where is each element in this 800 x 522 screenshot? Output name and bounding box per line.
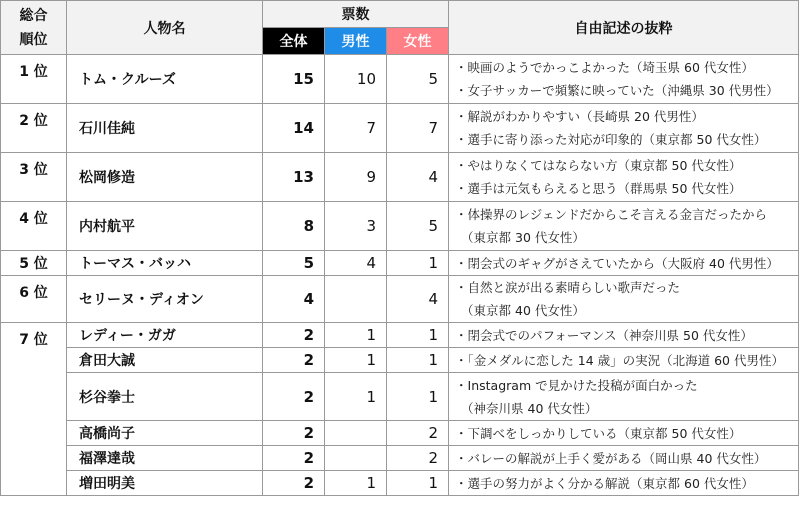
vote-total: 2 [263,421,325,446]
comment-line: ・体操界のレジェンドだからこそ言える金言だったから [455,207,767,222]
rank-cell: 7 位 [1,323,67,496]
comment-line: ・下調べをしっかりしている（東京都 50 代女性） [455,425,742,441]
vote-female: 4 [387,153,449,202]
vote-female: 1 [387,323,449,348]
table-row [1,446,799,471]
vote-female: 5 [387,202,449,251]
vote-total: 8 [263,202,325,251]
comment-cell [449,104,799,153]
rank-cell: 5 位 [1,251,67,276]
comment-cell [449,251,799,276]
comment-line: ・解説がわかりやすい（長崎県 20 代男性） [455,109,704,124]
rank-cell: 6 位 [1,276,67,323]
vote-male: 4 [325,251,387,276]
rank-cell: 2 位 [1,104,67,153]
vote-male: 10 [325,55,387,104]
table-row [1,153,799,202]
comment-line: （東京都 40 代女性） [461,303,585,318]
vote-total: 13 [263,153,325,202]
comment-line: ・選手に寄り添った対応が印象的（東京都 50 代女性） [455,132,767,147]
vote-total: 2 [263,348,325,373]
vote-male: 9 [325,153,387,202]
rank-cell: 4 位 [1,202,67,251]
comment-cell [449,323,799,348]
vote-female: 4 [387,276,449,323]
table-row [1,373,799,421]
header-votes: 票数 [263,1,449,28]
comment-cell [449,153,799,202]
person-name: レディー・ガガ [67,323,263,348]
vote-female: 2 [387,446,449,471]
vote-male: 1 [325,373,387,421]
comment-line: ・「金メダルに恋した 14 歳」の実況（北海道 60 代男性） [455,352,784,368]
vote-male: 1 [325,348,387,373]
table-row [1,55,799,104]
vote-total: 5 [263,251,325,276]
vote-female: 1 [387,251,449,276]
table-row [1,202,799,251]
comment-cell [449,202,799,251]
person-name: 松岡修造 [67,153,263,202]
rank-cell: 1 位 [1,55,67,104]
vote-female: 1 [387,471,449,496]
comment-line: （神奈川県 40 代女性） [461,400,598,416]
comment-cell [449,373,799,421]
header-rank-line1: 総合 [19,7,48,24]
vote-female: 2 [387,421,449,446]
vote-total: 4 [263,276,325,323]
comment-line: ・選手の努力がよく分かる解説（東京都 60 代女性） [455,475,754,491]
vote-female: 1 [387,348,449,373]
vote-male: 3 [325,202,387,251]
person-name: 高橋尚子 [67,421,263,446]
comment-line: ・やはりなくてはならない方（東京都 50 代女性） [455,158,742,173]
vote-male: 1 [325,471,387,496]
vote-female: 5 [387,55,449,104]
table-row [1,104,799,153]
vote-total: 2 [263,471,325,496]
comment-line: （東京都 30 代女性） [461,230,585,245]
table-row [1,348,799,373]
header-total: 全体 [263,28,325,55]
vote-female: 1 [387,373,449,421]
comment-cell [449,348,799,373]
person-name: トム・クルーズ [67,55,263,104]
vote-male: 7 [325,104,387,153]
header-name: 人物名 [67,1,263,55]
header-female: 女性 [387,28,449,55]
vote-male: 1 [325,323,387,348]
comment-cell [449,55,799,104]
person-name: トーマス・バッハ [67,251,263,276]
person-name: セリーヌ・ディオン [67,276,263,323]
header-rank [1,1,67,55]
vote-male [325,276,387,323]
vote-total: 2 [263,373,325,421]
table-row [1,276,799,323]
comment-cell [449,446,799,471]
table-row [1,421,799,446]
vote-total: 15 [263,55,325,104]
person-name: 増田明美 [67,471,263,496]
table-body [1,55,799,496]
comment-line: ・映画のようでかっこよかった（埼玉県 60 代女性） [455,60,754,75]
comment-cell [449,471,799,496]
person-name: 杉谷拳士 [67,373,263,421]
comment-line: ・自然と涙が出る素晴らしい歌声だった [455,280,681,295]
vote-male [325,421,387,446]
comment-line: ・Instagram で見かけた投稿が面白かった [455,377,698,393]
table-row [1,251,799,276]
header-rank-line2: 順位 [19,31,48,48]
comment-line: ・閉会式でのパフォーマンス（神奈川県 50 代女性） [455,327,753,343]
vote-female: 7 [387,104,449,153]
person-name: 石川佳純 [67,104,263,153]
rank-cell: 3 位 [1,153,67,202]
comment-line: ・閉会式のギャグがさえていたから（大阪府 40 代男性） [455,255,779,271]
comment-cell [449,276,799,323]
vote-total: 14 [263,104,325,153]
comment-line: ・女子サッカーで頻繁に映っていた（沖縄県 30 代男性） [455,83,779,98]
person-name: 内村航平 [67,202,263,251]
comment-cell [449,421,799,446]
header-comments: 自由記述の抜粋 [449,1,799,55]
person-name: 倉田大誠 [67,348,263,373]
vote-total: 2 [263,323,325,348]
vote-male [325,446,387,471]
table-row [1,323,799,348]
comment-line: ・バレーの解説が上手く愛がある（岡山県 40 代女性） [455,450,767,466]
comment-line: ・選手は元気もらえると思う（群馬県 50 代女性） [455,181,742,196]
vote-total: 2 [263,446,325,471]
header-male: 男性 [325,28,387,55]
person-name: 福澤達哉 [67,446,263,471]
table-row [1,471,799,496]
